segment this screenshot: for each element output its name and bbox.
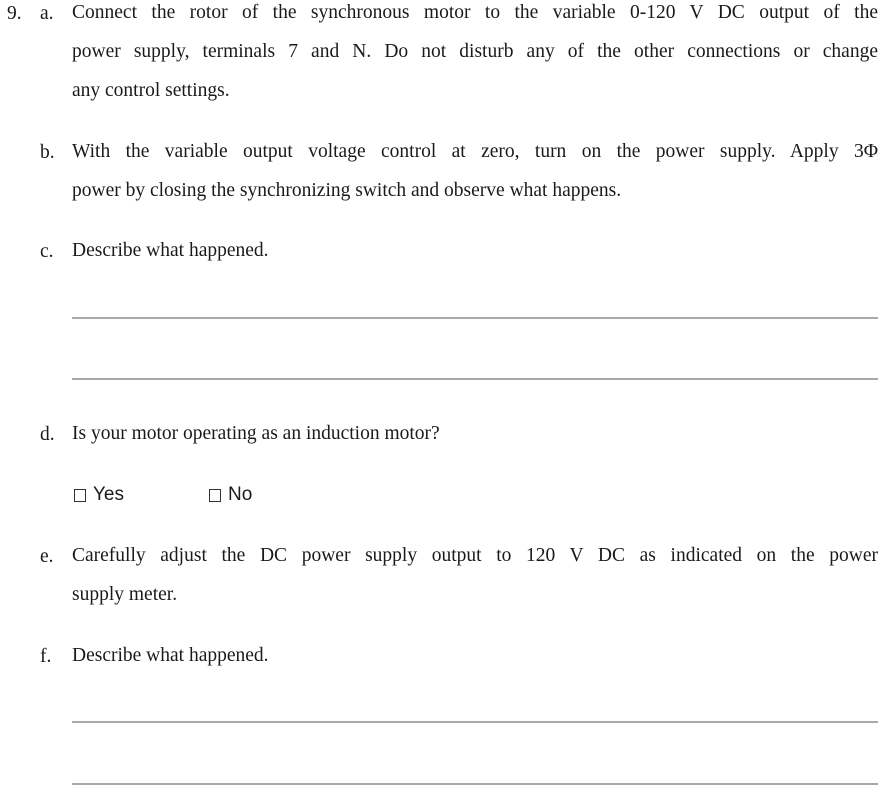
answer-line-f-1[interactable]: [72, 721, 878, 723]
question-number: 9.: [7, 3, 22, 24]
answer-line-f-2[interactable]: [72, 783, 878, 785]
answer-line-c-1[interactable]: [72, 317, 878, 319]
item-e-line-2: supply meter.: [72, 584, 178, 605]
item-c-text: [72, 231, 878, 270]
item-a-line-1: Connect the rotor of the synchronous motor to the variable 0-120 V DC output of the: [72, 2, 878, 23]
item-c-letter: c.: [40, 241, 54, 262]
item-f-letter: f.: [40, 646, 52, 667]
item-d-letter: d.: [40, 424, 55, 445]
yes-label: Yes: [93, 484, 124, 505]
item-d-line-1: Is your motor operating as an induction motor?: [72, 423, 440, 444]
item-e-line-1: Carefully adjust the DC power supply output to 120 V DC as indicated on the power: [72, 545, 878, 566]
item-a-letter: a.: [40, 3, 54, 24]
yes-option[interactable]: [74, 484, 124, 506]
item-b-letter: b.: [40, 142, 55, 163]
item-b-text: [72, 132, 878, 210]
no-label: No: [228, 484, 253, 505]
item-b-line-2: power by closing the synchronizing switch and observe what happens.: [72, 180, 622, 201]
item-a-line-3: any control settings.: [72, 80, 230, 101]
item-c-line-1: Describe what happened.: [72, 240, 269, 261]
no-checkbox[interactable]: [209, 489, 221, 502]
answer-line-c-2[interactable]: [72, 378, 878, 380]
item-d-text: [72, 414, 878, 453]
item-e-letter: e.: [40, 546, 54, 567]
item-a-text: [72, 0, 878, 110]
item-f-line-1: Describe what happened.: [72, 645, 269, 666]
item-b-line-1: With the variable output voltage control at zero, turn on the power supply. Apply 3Φ: [72, 141, 878, 162]
item-e-text: [72, 536, 878, 614]
yes-checkbox[interactable]: [74, 489, 86, 502]
no-option[interactable]: [209, 484, 252, 506]
item-a-line-2: power supply, terminals 7 and N. Do not disturb any of the other connections or change: [72, 41, 878, 62]
item-f-text: [72, 636, 878, 675]
